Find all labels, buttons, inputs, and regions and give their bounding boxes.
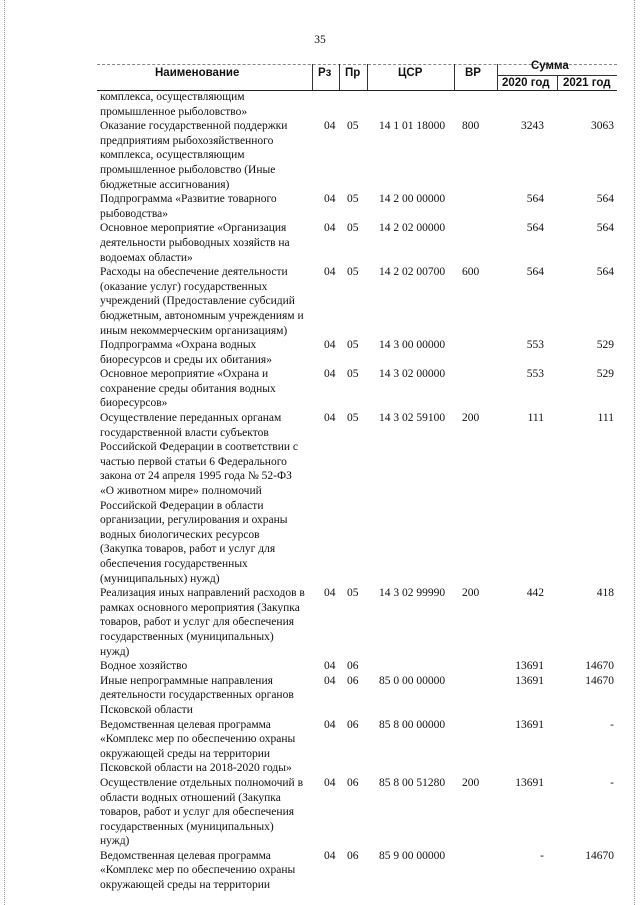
row-vr: 600 bbox=[462, 266, 480, 279]
row-rz: 04 bbox=[324, 674, 336, 687]
header-pr: Пр bbox=[345, 67, 361, 79]
row-csr: 85 8 00 51280 bbox=[379, 776, 446, 789]
row-rz: 04 bbox=[324, 339, 336, 352]
table-row bbox=[100, 367, 620, 411]
row-rz: 04 bbox=[324, 660, 336, 673]
header-divider bbox=[312, 64, 313, 90]
row-vr: 200 bbox=[462, 412, 480, 425]
header-csr: ЦСР bbox=[398, 67, 423, 79]
row-pr: 05 bbox=[347, 412, 359, 425]
row-rz: 04 bbox=[324, 266, 336, 279]
row-csr: 14 2 02 00700 bbox=[379, 266, 446, 279]
row-sum-2021: - bbox=[610, 718, 614, 731]
row-sum-2020: 13691 bbox=[515, 660, 544, 673]
row-sum-2020: 442 bbox=[526, 587, 544, 600]
header-divider bbox=[454, 64, 455, 90]
row-name: комплекса, осуществляющим промышленное рыболовство» bbox=[100, 91, 248, 118]
row-name: Ведомственная целевая программа «Комплекс мер по обеспечению охраны окружающей среды на территории bbox=[100, 849, 296, 892]
table-row bbox=[100, 718, 620, 776]
row-vr: 200 bbox=[462, 587, 480, 600]
row-csr: 14 3 02 00000 bbox=[379, 368, 446, 381]
header-rz: Рз bbox=[318, 67, 332, 79]
row-sum-2020: 111 bbox=[527, 412, 544, 425]
row-rz: 04 bbox=[324, 587, 336, 600]
row-rz: 04 bbox=[324, 718, 336, 731]
header-year-2020: 2020 год bbox=[502, 77, 550, 89]
header-name: Наименование bbox=[155, 67, 240, 79]
row-pr: 06 bbox=[347, 660, 359, 673]
table-row bbox=[100, 192, 620, 221]
row-rz: 04 bbox=[324, 776, 336, 789]
sum-header-rule bbox=[497, 75, 617, 76]
row-csr: 85 8 00 00000 bbox=[379, 718, 446, 731]
row-sum-2021: 529 bbox=[596, 339, 614, 352]
table-row bbox=[100, 659, 620, 674]
row-sum-2021: 3063 bbox=[591, 120, 614, 133]
row-name: Основное мероприятие «Охрана и сохранение среды обитания водных биоресурсов» bbox=[100, 368, 276, 410]
page-number: 35 bbox=[314, 34, 326, 46]
row-name: Оказание государственной поддержки предприятиям рыбохозяйственного комплекса, осуществляющим промышленное рыболовство (Иные бюджетные ассигнования) bbox=[100, 120, 288, 191]
row-rz: 04 bbox=[324, 368, 336, 381]
table-row bbox=[100, 586, 620, 659]
row-name: Осуществление отдельных полномочий в области водных отношений (Закупка товаров, работ и услуг для обеспечения государственных (муниципальных) нужд) bbox=[100, 776, 304, 848]
row-name: Подпрограмма «Развитие товарного рыбоводства» bbox=[100, 193, 277, 220]
table-row bbox=[100, 338, 620, 367]
row-sum-2020: 3243 bbox=[521, 120, 544, 133]
row-sum-2020: - bbox=[540, 849, 544, 862]
row-pr: 05 bbox=[347, 120, 359, 133]
row-vr: 800 bbox=[462, 120, 480, 133]
row-sum-2020: 564 bbox=[526, 193, 544, 206]
table-row bbox=[100, 411, 620, 586]
header-divider bbox=[557, 75, 558, 90]
table-row bbox=[100, 265, 620, 338]
row-name: Водное хозяйство bbox=[100, 660, 188, 673]
row-csr: 14 1 01 18000 bbox=[379, 120, 446, 133]
row-pr: 05 bbox=[347, 222, 359, 235]
row-sum-2021: 564 bbox=[596, 222, 614, 235]
row-sum-2021: 418 bbox=[596, 587, 614, 600]
table-row bbox=[100, 90, 620, 119]
row-sum-2020: 564 bbox=[526, 266, 544, 279]
row-sum-2021: 564 bbox=[596, 193, 614, 206]
row-name: Осуществление переданных органам государственной власти субъектов Российской Федерации в соответствии с частью первой статьи 6 Федерального закона от 24 апреля 1995 года № 52-ФЗ «О животном мире» полномочий Российской Федерации в области организации, регулирования и охраны водных биологических ресурсов (Закупка товаров, работ и услуг для обеспечения государственных (муниципальных) нужд) bbox=[100, 412, 298, 585]
row-sum-2021: 111 bbox=[597, 412, 614, 425]
header-divider bbox=[339, 64, 340, 90]
row-csr: 85 0 00 00000 bbox=[379, 674, 446, 687]
header-divider bbox=[497, 64, 498, 90]
row-csr: 14 2 02 00000 bbox=[379, 222, 446, 235]
row-sum-2020: 13691 bbox=[515, 776, 544, 789]
header-vr: ВР bbox=[465, 67, 481, 79]
budget-table bbox=[100, 90, 620, 893]
row-sum-2020: 564 bbox=[526, 222, 544, 235]
row-csr: 14 3 02 99990 bbox=[379, 587, 446, 600]
row-csr: 14 2 00 00000 bbox=[379, 193, 446, 206]
row-sum-2020: 553 bbox=[526, 368, 544, 381]
row-pr: 06 bbox=[347, 776, 359, 789]
row-csr: 85 9 00 00000 bbox=[379, 849, 446, 862]
table-row bbox=[100, 849, 620, 893]
row-rz: 04 bbox=[324, 193, 336, 206]
header-divider bbox=[367, 64, 368, 90]
row-name: Реализация иных направлений расходов в рамках основного мероприятия (Закупка товаров, работ и услуг для обеспечения государственных (муниципальных) нужд) bbox=[100, 587, 305, 658]
row-pr: 05 bbox=[347, 266, 359, 279]
scan-right-edge bbox=[634, 0, 635, 905]
row-name: Иные непрограммные направления деятельности государственных органов Псковской области bbox=[100, 674, 294, 716]
row-name: Основное мероприятие «Организация деятельности рыбоводных хозяйств на водоемах области» bbox=[100, 222, 290, 264]
row-pr: 05 bbox=[347, 368, 359, 381]
row-pr: 06 bbox=[347, 674, 359, 687]
row-sum-2020: 13691 bbox=[515, 674, 544, 687]
row-pr: 05 bbox=[347, 339, 359, 352]
table-header bbox=[97, 56, 617, 90]
row-csr: 14 3 02 59100 bbox=[379, 412, 446, 425]
row-sum-2021: - bbox=[610, 776, 614, 789]
row-sum-2020: 13691 bbox=[515, 718, 544, 731]
row-pr: 06 bbox=[347, 849, 359, 862]
table-row bbox=[100, 674, 620, 718]
scan-left-edge bbox=[4, 0, 5, 905]
table-row bbox=[100, 221, 620, 265]
row-pr: 05 bbox=[347, 193, 359, 206]
row-sum-2021: 14670 bbox=[585, 849, 614, 862]
row-name: Ведомственная целевая программа «Комплекс мер по обеспечению охраны окружающей среды на территории Псковской области на 2018-2020 годы» bbox=[100, 718, 296, 775]
row-name: Расходы на обеспечение деятельности (оказание услуг) государственных учреждений (Предоставление субсидий бюджетным, автономным учреждениям и иным некоммерческим организациям) bbox=[100, 266, 304, 337]
row-rz: 04 bbox=[324, 222, 336, 235]
row-rz: 04 bbox=[324, 120, 336, 133]
header-sum: Сумма bbox=[531, 60, 569, 72]
row-sum-2020: 553 bbox=[526, 339, 544, 352]
row-csr: 14 3 00 00000 bbox=[379, 339, 446, 352]
row-rz: 04 bbox=[324, 412, 336, 425]
header-year-2021: 2021 год bbox=[563, 77, 611, 89]
row-vr: 200 bbox=[462, 776, 480, 789]
row-sum-2021: 564 bbox=[596, 266, 614, 279]
row-pr: 06 bbox=[347, 718, 359, 731]
row-rz: 04 bbox=[324, 849, 336, 862]
row-sum-2021: 14670 bbox=[585, 674, 614, 687]
row-sum-2021: 14670 bbox=[585, 660, 614, 673]
row-pr: 05 bbox=[347, 587, 359, 600]
table-row bbox=[100, 776, 620, 849]
table-row bbox=[100, 119, 620, 192]
row-sum-2021: 529 bbox=[596, 368, 614, 381]
row-name: Подпрограмма «Охрана водных биоресурсов и среды их обитания» bbox=[100, 339, 272, 366]
